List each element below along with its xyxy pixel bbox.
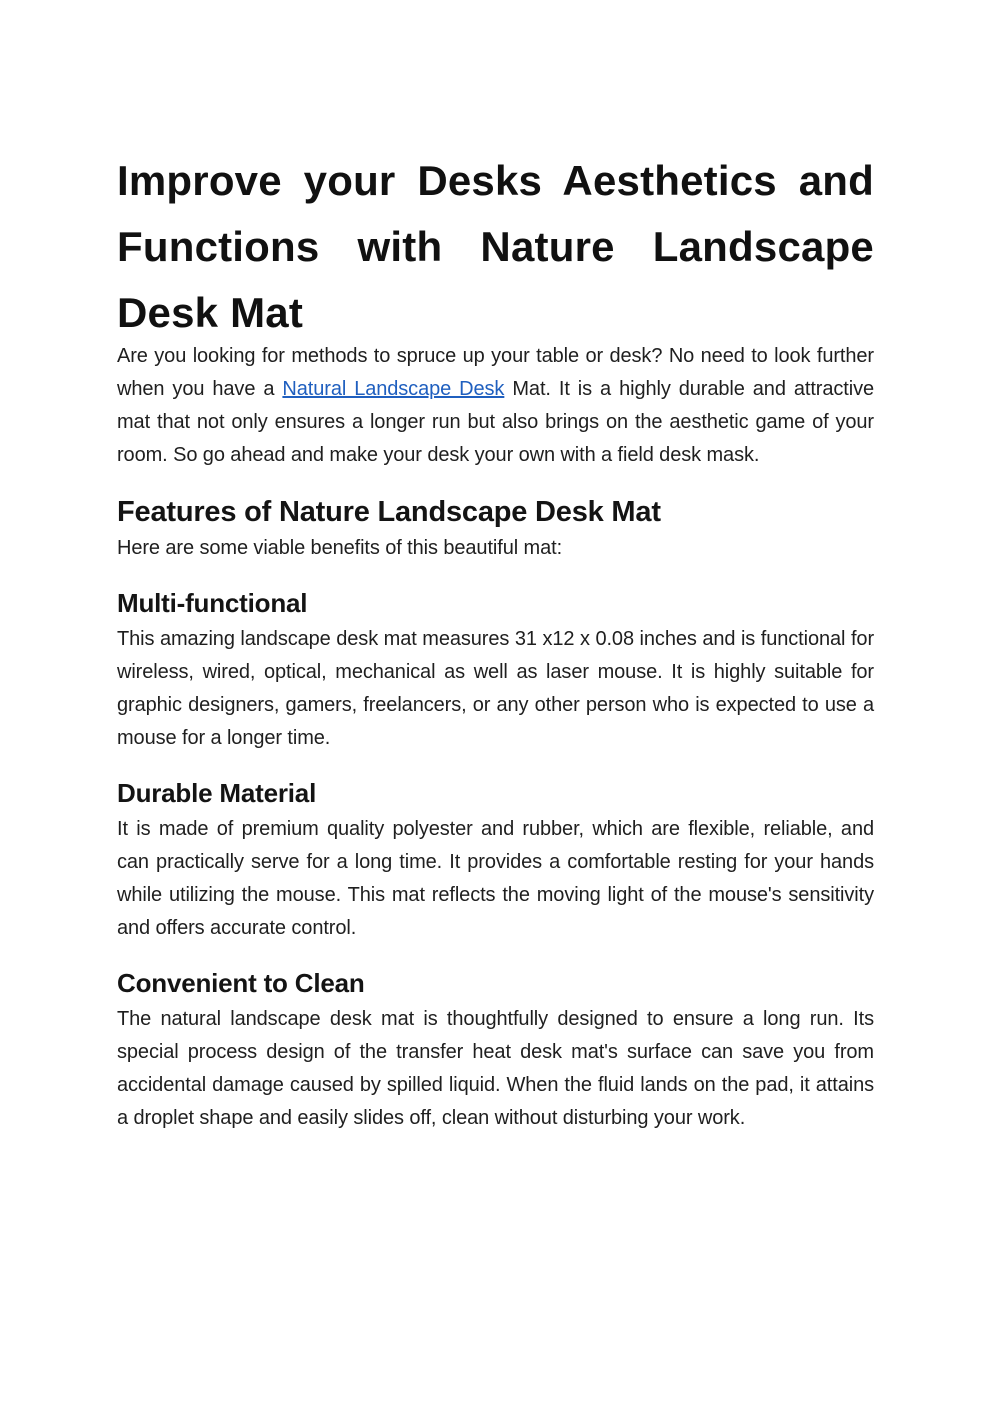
intro-paragraph <box>117 340 874 472</box>
features-heading: Features of Nature Landscape Desk Mat <box>117 496 661 528</box>
section-body-convenient-to-clean: The natural landscape desk mat is thoughtfully designed to ensure a long run. Its special process design of the transfer heat desk mat's surface can save you from accidental damage caused by spilled liquid. When the fluid lands on the pad, it attains a droplet shape and easily slides off, clean without disturbing your work. <box>117 1008 874 1129</box>
section-heading-durable-material: Durable Material <box>117 778 317 808</box>
section-body-multi-functional: This amazing landscape desk mat measures 31 x12 x 0.08 inches and is functional for wireless, wired, optical, mechanical as well as laser mouse. It is highly suitable for graphic designers, gamers, freelancers, or any other person who is expected to use a mouse for a longer time. <box>117 628 874 749</box>
section-heading-multi-functional: Multi-functional <box>117 588 308 618</box>
intro-text-before-link: Are you looking for methods to spruce up your table or desk? No need to look further when you have a <box>117 345 874 400</box>
features-intro: Here are some viable benefits of this beautiful mat: <box>117 537 563 559</box>
page-title: Improve your Desks Aesthetics and Functions with Nature Landscape Desk Mat <box>117 157 874 336</box>
section-heading-convenient-to-clean: Convenient to Clean <box>117 968 365 998</box>
section-body-durable-material: It is made of premium quality polyester and rubber, which are flexible, reliable, and can practically serve for a long time. It provides a comfortable resting for your hands while utilizing the mouse. This mat reflects the moving light of the mouse's sensitivity and offers accurate control. <box>117 818 874 939</box>
document-page <box>117 148 874 1135</box>
intro-text-after-link: Mat. It is a highly durable and attractive mat that not only ensures a longer run but also brings on the aesthetic game of your room. So go ahead and make your desk your own with a field desk mask. <box>117 378 874 466</box>
natural-landscape-desk-link[interactable]: Natural Landscape Desk <box>282 378 505 400</box>
